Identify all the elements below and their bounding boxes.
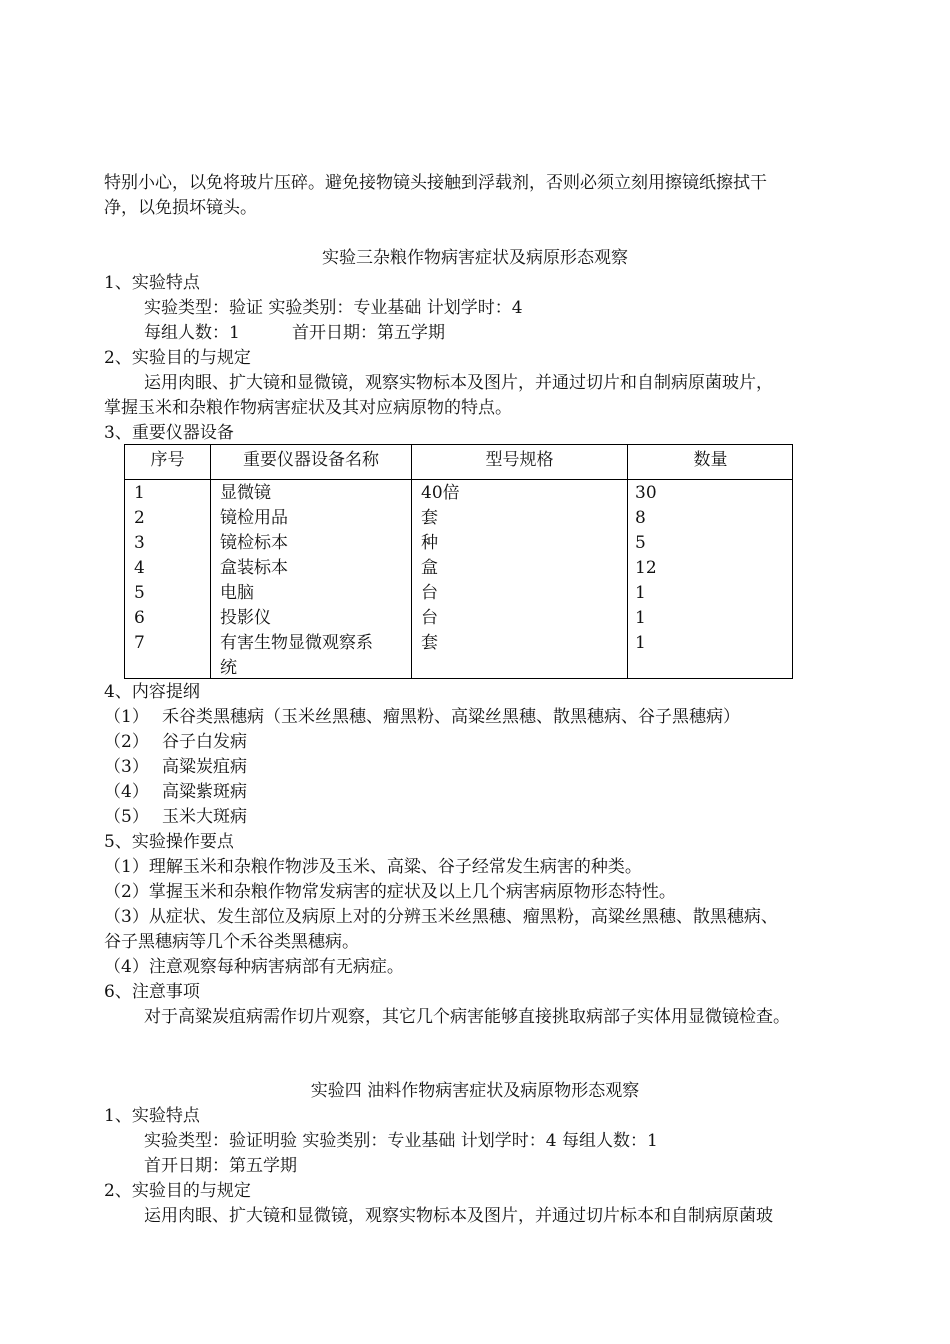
- exp4-s1-line1: 实验类型：验证明验 实验类别：专业基础 计划学时：4 每组人数：1: [144, 1131, 658, 1151]
- table-cell: 5: [134, 583, 145, 603]
- intro-line-2: 净，以免损坏镜头。: [104, 198, 257, 218]
- table-cell: 1: [635, 608, 646, 628]
- intro-line-1: 特别小心，以免将玻片压碎。避免接物镜头接触到浮载剂，否则必须立刻用擦镜纸擦拭干: [104, 173, 767, 193]
- table-cell: 2: [134, 508, 145, 528]
- exp3-s3-heading: 3、重要仪器设备: [104, 423, 234, 443]
- table-cell: 台: [421, 608, 438, 628]
- exp4-title: 实验四 油料作物病害症状及病原物形态观察: [310, 1081, 640, 1101]
- exp3-s5-line1: （1）理解玉米和杂粮作物涉及玉米、高粱、谷子经常发生病害的种类。: [104, 857, 642, 877]
- exp3-s2-heading: 2、实验目的与规定: [104, 348, 251, 368]
- table-cell: 1: [635, 583, 646, 603]
- exp3-s2-line2: 掌握玉米和杂粮作物病害症状及其对应病原物的特点。: [104, 398, 512, 418]
- exp3-s5-line4: 谷子黑穗病等几个禾谷类黑穗病。: [104, 932, 359, 952]
- list-item: 禾谷类黑穗病（玉米丝黑穗、瘤黑粉、高粱丝黑穗、散黑穗病、谷子黑穗病）: [162, 707, 740, 727]
- list-item-number: （2）: [104, 732, 149, 752]
- exp3-s1-heading: 1、实验特点: [104, 273, 200, 293]
- table-cell: 8: [635, 508, 646, 528]
- table-cell: 1: [635, 633, 646, 653]
- list-item-number: （4）: [104, 782, 149, 802]
- table-cell: 套: [421, 633, 438, 653]
- list-item-number: （1）: [104, 707, 149, 727]
- exp3-s6-line1: 对于高粱炭疽病需作切片观察，其它几个病害能够直接挑取病部子实体用显微镜检查。: [144, 1007, 790, 1027]
- list-item: 谷子白发病: [162, 732, 247, 752]
- table-cell: 5: [635, 533, 646, 553]
- table-cell: 盒: [421, 558, 438, 578]
- exp3-s1-group-size: 每组人数：1: [144, 323, 240, 343]
- list-item-number: （3）: [104, 757, 149, 777]
- table-cell: 套: [421, 508, 438, 528]
- table-cell: 7: [134, 633, 145, 653]
- exp3-s5-heading: 5、实验操作要点: [104, 832, 234, 852]
- table-cell: 电脑: [220, 583, 254, 603]
- exp4-s1-line2: 首开日期：第五学期: [144, 1156, 297, 1176]
- table-header-cell: 重要仪器设备名称: [243, 450, 379, 470]
- exp4-s1-heading: 1、实验特点: [104, 1106, 200, 1126]
- table-cell: 40倍: [421, 483, 460, 503]
- exp3-s5-line3: （3）从症状、发生部位及病原上对的分辨玉米丝黑穗、瘤黑粉，高粱丝黑穗、散黑穗病、: [104, 907, 778, 927]
- exp4-s2-heading: 2、实验目的与规定: [104, 1181, 251, 1201]
- list-item: 高粱炭疽病: [162, 757, 247, 777]
- table-header-cell: 数量: [693, 450, 728, 470]
- table-cell: 显微镜: [220, 483, 271, 503]
- equipment-table: [124, 444, 793, 679]
- list-item: 玉米大斑病: [162, 807, 247, 827]
- table-cell: 30: [635, 483, 657, 503]
- list-item-number: （5）: [104, 807, 149, 827]
- exp3-s4-heading: 4、内容提纲: [104, 682, 200, 702]
- table-cell: 3: [134, 533, 145, 553]
- table-cell: 1: [134, 483, 145, 503]
- exp3-s1-line1: 实验类型：验证 实验类别：专业基础 计划学时：4: [144, 298, 523, 318]
- table-cell: 统: [220, 658, 237, 678]
- table-cell: 有害生物显微观察系: [220, 633, 373, 653]
- exp3-title: 实验三杂粮作物病害症状及病原形态观察: [322, 248, 628, 268]
- table-cell: 镜检用品: [220, 508, 288, 528]
- exp3-s1-start-date: 首开日期：第五学期: [292, 323, 445, 343]
- exp3-s6-heading: 6、注意事项: [104, 982, 200, 1002]
- exp3-s2-line1: 运用肉眼、扩大镜和显微镜，观察实物标本及图片，并通过切片和自制病原菌玻片，: [144, 373, 773, 393]
- exp3-s5-line5: （4）注意观察每种病害病部有无病症。: [104, 957, 404, 977]
- table-cell: 种: [421, 533, 438, 553]
- table-header-cell: 型号规格: [485, 450, 554, 470]
- table-cell: 4: [134, 558, 145, 578]
- table-cell: 12: [635, 558, 657, 578]
- table-header-divider: [125, 479, 792, 480]
- table-cell: 投影仪: [220, 608, 271, 628]
- table-cell: 盒装标本: [220, 558, 288, 578]
- table-cell: 镜检标本: [220, 533, 288, 553]
- exp4-s2-line1: 运用肉眼、扩大镜和显微镜，观察实物标本及图片，并通过切片标本和自制病原菌玻: [144, 1206, 773, 1226]
- list-item: 高粱紫斑病: [162, 782, 247, 802]
- table-cell: 6: [134, 608, 145, 628]
- table-cell: 台: [421, 583, 438, 603]
- exp3-s5-line2: （2）掌握玉米和杂粮作物常发病害的症状及以上几个病害病原物形态特性。: [104, 882, 676, 902]
- table-header-cell: 序号: [150, 450, 185, 470]
